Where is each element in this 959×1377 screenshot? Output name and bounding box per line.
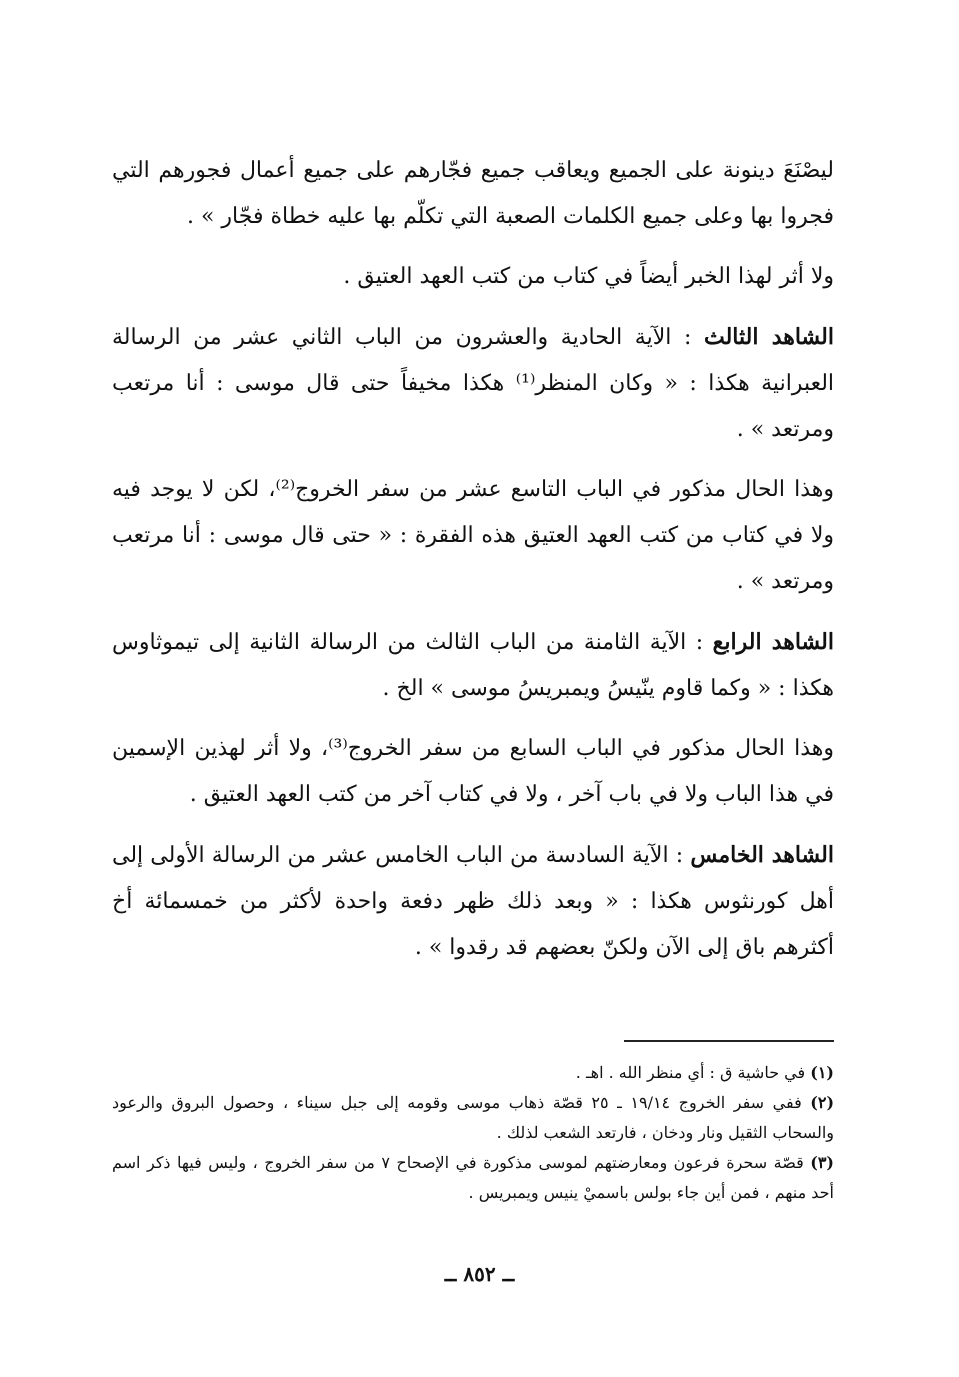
paragraph-1: ليصْنَعَ دينونة على الجميع ويعاقب جميع فجّارهم على جميع أعمال فجورهم التي فجروا بها وعلى جميع الكلمات الصعبة التي تكلّم بها عليه خطاة فجّار » . <box>112 158 834 229</box>
paragraph-3 <box>112 314 834 453</box>
footnote-1-text: في حاشية ق : أي منظر الله . اهـ . <box>575 1063 811 1082</box>
paragraph-5-text: : الآية الثامنة من الباب الثالث من الرسالة الثانية إلى تيموثاوس هكذا : « وكما قاوم ينّيسُ ويمبريسُ موسى » الخ . <box>112 630 834 701</box>
footnote-divider <box>624 1040 834 1042</box>
paragraph-2: ولا أثر لهذا الخبر أيضاً في كتاب من كتب العهد العتيق . <box>343 264 834 289</box>
main-text <box>112 148 834 985</box>
paragraph-3-text: : الآية الحادية والعشرون من الباب الثاني عشر من الرسالة العبرانية هكذا : « وكان المنظر⁽¹⁾ هكذا مخيفاً حتى قال موسى : أنا مرتعب ومرتعد » . <box>112 325 835 442</box>
paragraph-7 <box>112 832 834 971</box>
heading-fifth-witness: الشاهد الخامس <box>690 842 834 868</box>
footnotes <box>112 1058 834 1208</box>
paragraph-6: وهذا الحال مذكور في الباب السابع من سفر الخروج⁽³⁾، ولا أثر لهذين الإسمين في هذا الباب ولا في باب آخر ، ولا في كتاب آخر من كتب العهد العتيق . <box>112 736 834 807</box>
footnote-2-text: ففي سفر الخروج ١٩/١٤ ـ ٢٥ قصّة ذهاب موسى وقومه إلى جبل سيناء ، وحصول البروق والرعود والسحاب الثقيل ونار ودخان ، فارتعد الشعب لذلك . <box>112 1093 834 1142</box>
footnote-2 <box>112 1088 834 1148</box>
heading-fourth-witness: الشاهد الرابع <box>712 629 834 655</box>
footnote-1-number: (١) <box>810 1063 834 1082</box>
footnote-3 <box>112 1148 834 1208</box>
paragraph-5 <box>112 619 834 712</box>
page-number: ــ ٨٥٢ ــ <box>444 1262 515 1286</box>
footnote-1 <box>112 1058 834 1088</box>
paragraph-7-text: : الآية السادسة من الباب الخامس عشر من الرسالة الأولى إلى أهل كورنثوس هكذا : « وبعد ذلك ظهر دفعة واحدة لأكثر من خمسمائة أخ أكثرهم باق إلى الآن ولكنّ بعضهم قد رقدوا » . <box>112 843 834 960</box>
footnote-3-text: قصّة سحرة فرعون ومعارضتهم لموسى مذكورة في الإصحاح ٧ من سفر الخروج ، وليس فيها ذكر اسم أحد منهم ، فمن أين جاء بولس باسميْ ينيس ويمبريس . <box>112 1153 834 1202</box>
heading-third-witness: الشاهد الثالث <box>703 324 834 350</box>
paragraph-4: وهذا الحال مذكور في الباب التاسع عشر من سفر الخروج⁽²⁾، لكن لا يوجد فيه ولا في كتاب من كتب العهد العتيق هذه الفقرة : « حتى قال موسى : أنا مرتعب ومرتعد » . <box>112 477 834 594</box>
footnote-3-number: (٣) <box>810 1153 834 1172</box>
footnote-2-number: (٢) <box>810 1093 835 1112</box>
